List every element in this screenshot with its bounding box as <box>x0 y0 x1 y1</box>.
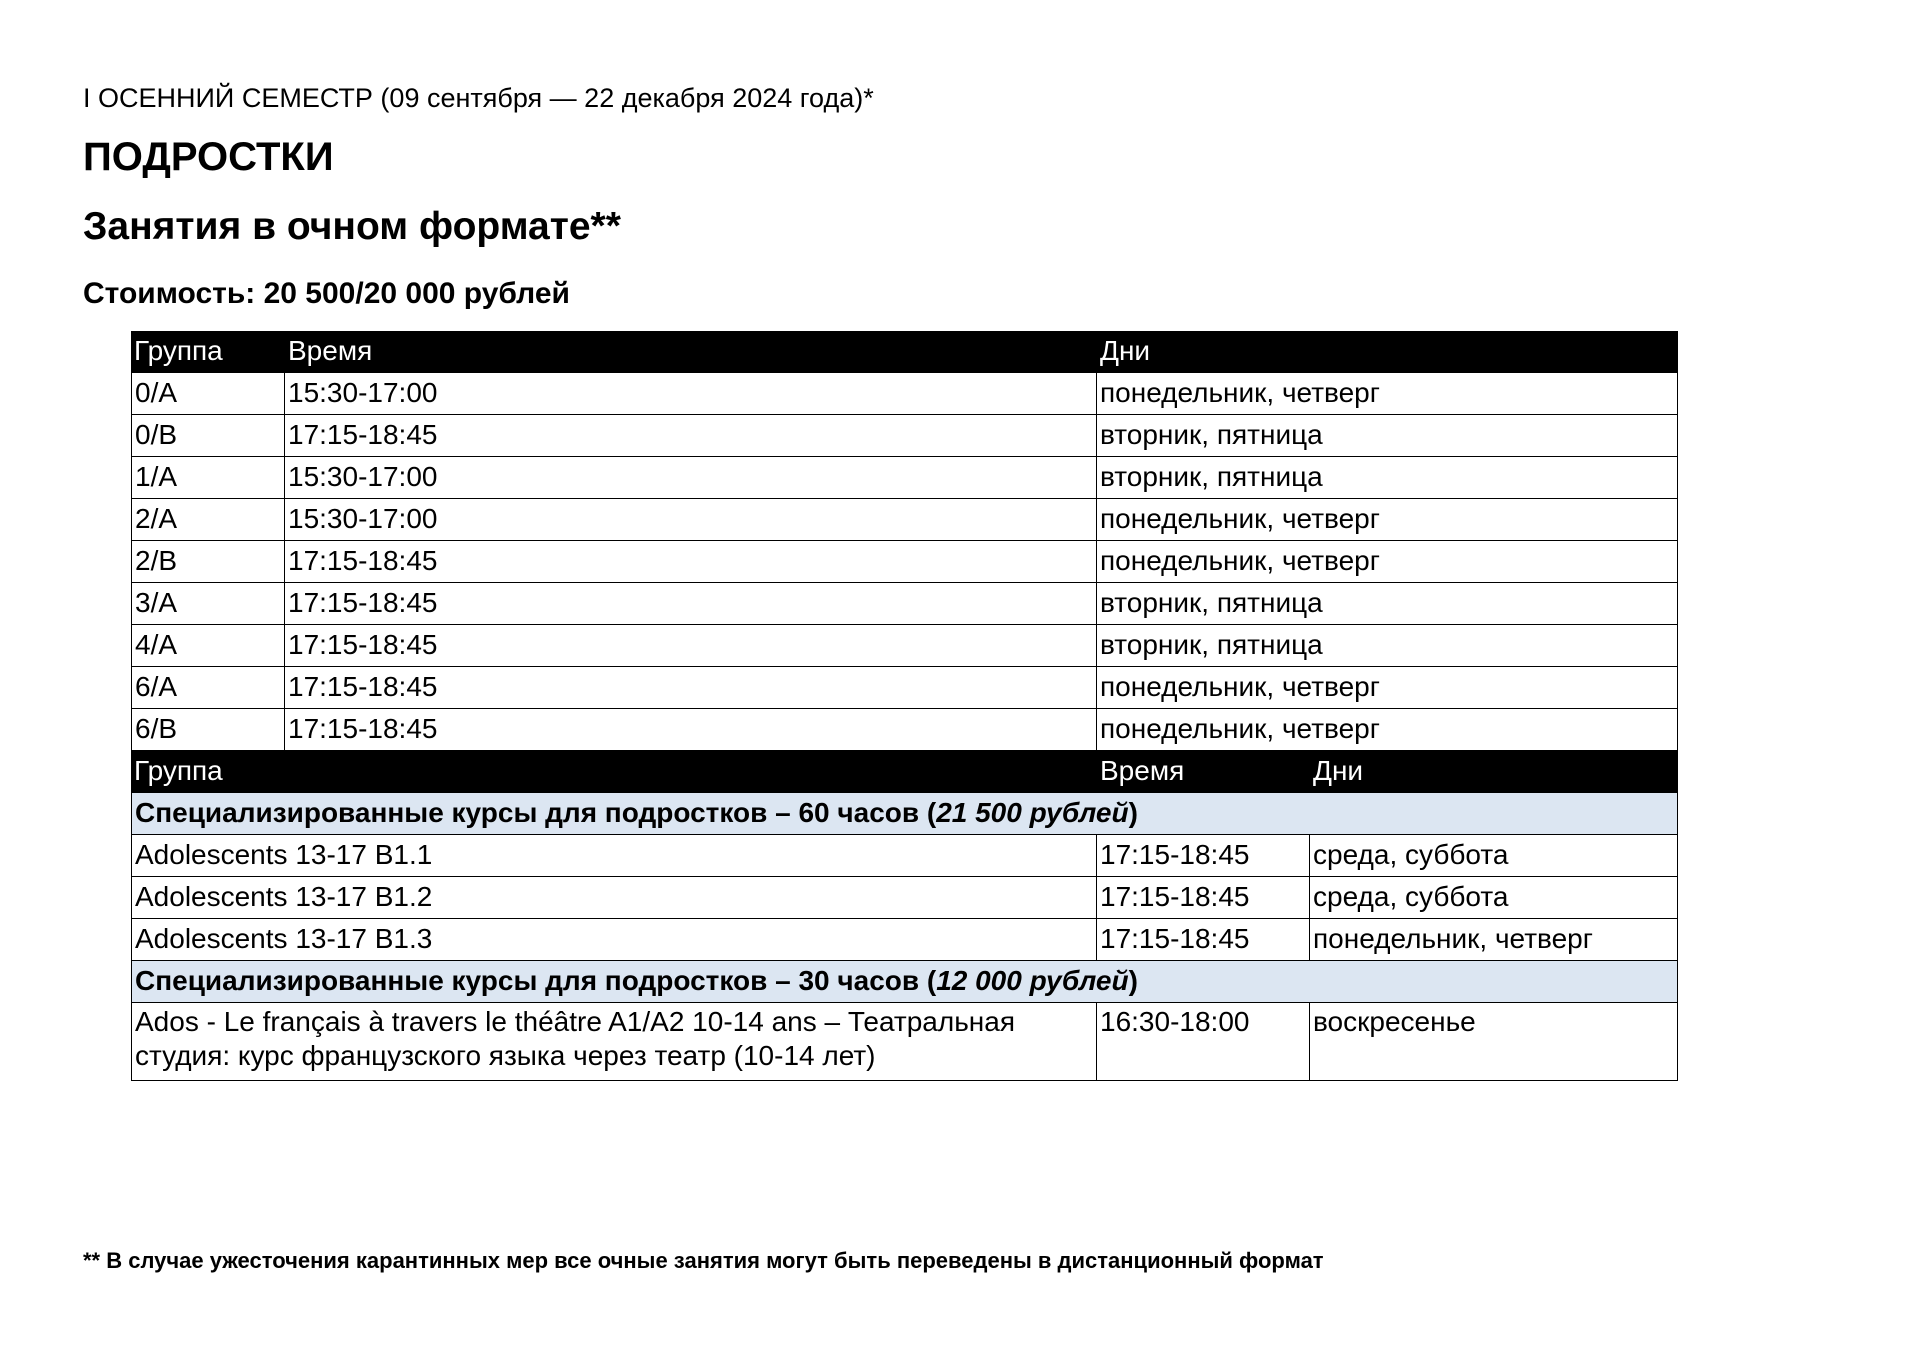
time-cell: 17:15-18:45 <box>285 625 1097 667</box>
course-cell: Ados - Le français à travers le théâtre A1/A2 10-14 ans – Театральная студия: курс французского языка через театр (10-14 лет) <box>131 1003 1097 1081</box>
time-cell: 17:15-18:45 <box>285 709 1097 751</box>
page-title: ПОДРОСТКИ <box>83 135 334 179</box>
group-cell: 3/A <box>131 583 285 625</box>
semester-heading: I ОСЕННИЙ СЕМЕСТР (09 сентября — 22 декабря 2024 года)* <box>83 83 874 113</box>
table-row <box>131 625 1678 667</box>
section-label: Специализированные курсы для подростков – 60 часов ( <box>135 797 937 828</box>
time-cell: 17:15-18:45 <box>1097 919 1310 961</box>
group-cell: 6/B <box>131 709 285 751</box>
days-cell: воскресенье <box>1310 1003 1678 1081</box>
group-cell: 4/A <box>131 625 285 667</box>
course-cell: Adolescents 13-17 B1.2 <box>131 877 1097 919</box>
days-cell: вторник, пятница <box>1097 625 1678 667</box>
table-row <box>131 919 1678 961</box>
section-title <box>132 961 1677 1002</box>
days-cell: понедельник, четверг <box>1097 373 1678 415</box>
time-cell: 17:15-18:45 <box>285 415 1097 457</box>
group-cell: 2/A <box>131 499 285 541</box>
column-header-days: Дни <box>1313 755 1364 786</box>
time-cell: 15:30-17:00 <box>285 499 1097 541</box>
section-header-30h <box>131 961 1678 1003</box>
table-row <box>131 667 1678 709</box>
days-cell: вторник, пятница <box>1097 457 1678 499</box>
table-row <box>131 835 1678 877</box>
column-header-time: Время <box>1100 755 1185 786</box>
course-cell: Adolescents 13-17 B1.1 <box>131 835 1097 877</box>
column-header-days: Дни <box>1100 335 1151 366</box>
time-cell: 17:15-18:45 <box>285 583 1097 625</box>
time-cell: 17:15-18:45 <box>285 667 1097 709</box>
table-row <box>131 541 1678 583</box>
schedule-table <box>131 331 1678 1081</box>
table-row <box>131 457 1678 499</box>
days-cell: понедельник, четверг <box>1097 499 1678 541</box>
days-cell: среда, суббота <box>1310 835 1678 877</box>
table-row <box>131 373 1678 415</box>
time-cell: 17:15-18:45 <box>285 541 1097 583</box>
time-cell: 17:15-18:45 <box>1097 835 1310 877</box>
group-cell: 6/A <box>131 667 285 709</box>
table-row <box>131 415 1678 457</box>
table-row <box>131 877 1678 919</box>
column-header-group: Группа <box>134 755 223 786</box>
special-table-header <box>131 751 1678 793</box>
section-price: 12 000 рублей <box>936 965 1129 996</box>
section-close: ) <box>1128 797 1138 828</box>
footnote: ** В случае ужесточения карантинных мер все очные занятия могут быть переведены в дистанционный формат <box>83 1248 1324 1273</box>
days-cell: понедельник, четверг <box>1310 919 1678 961</box>
time-cell: 15:30-17:00 <box>285 373 1097 415</box>
days-cell: вторник, пятница <box>1097 415 1678 457</box>
days-cell: понедельник, четверг <box>1097 667 1678 709</box>
time-cell: 16:30-18:00 <box>1097 1003 1310 1081</box>
course-cell: Adolescents 13-17 B1.3 <box>131 919 1097 961</box>
section-close: ) <box>1128 965 1138 996</box>
group-cell: 0/A <box>131 373 285 415</box>
group-cell: 2/B <box>131 541 285 583</box>
days-cell: вторник, пятница <box>1097 583 1678 625</box>
days-cell: среда, суббота <box>1310 877 1678 919</box>
table-row <box>131 583 1678 625</box>
table-row <box>131 709 1678 751</box>
group-cell: 1/A <box>131 457 285 499</box>
section-price: 21 500 рублей <box>936 797 1129 828</box>
section-title <box>132 793 1677 834</box>
column-header-time: Время <box>288 335 373 366</box>
time-cell: 15:30-17:00 <box>285 457 1097 499</box>
time-cell: 17:15-18:45 <box>1097 877 1310 919</box>
days-cell: понедельник, четверг <box>1097 541 1678 583</box>
page-subtitle: Занятия в очном формате** <box>83 205 621 248</box>
group-cell: 0/B <box>131 415 285 457</box>
table-header <box>131 331 1678 373</box>
days-cell: понедельник, четверг <box>1097 709 1678 751</box>
section-label: Специализированные курсы для подростков – 30 часов ( <box>135 965 937 996</box>
table-row <box>131 1003 1678 1081</box>
table-row <box>131 499 1678 541</box>
section-header-60h <box>131 793 1678 835</box>
price-line: Стоимость: 20 500/20 000 рублей <box>83 277 570 310</box>
column-header-group: Группа <box>134 335 223 366</box>
